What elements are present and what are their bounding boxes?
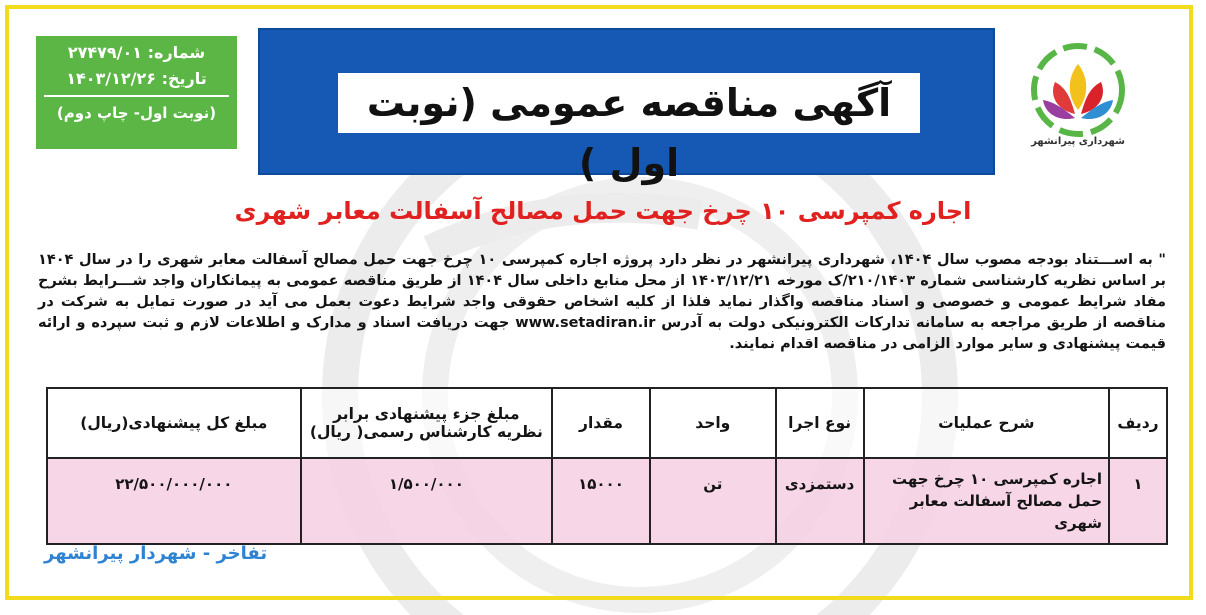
header-unit-price: مبلغ جزء پیشنهادی برابر نظریه کارشناس رسمی( ریال) [301,388,552,458]
notice-edition: (نوبت اول- چاپ دوم) [56,104,217,122]
cell-row-number: ۱ [1109,458,1167,544]
mayor-signature: تفاخر - شهردار پیرانشهر [44,543,268,564]
notice-date: تاریخ: ۱۴۰۳/۱۲/۲۶ [66,69,207,88]
tender-description: " به اســـتناد بودجه مصوب سال ۱۴۰۴، شهرداری پیرانشهر در نظر دارد پروژه اجاره کمپرسی ۱۰ چرخ جهت حمل مصالح آسفالت معابر شهری را در سال ۱۴۰۴ بر اساس نظریه کارشناسی شماره ۲۱۰/۱۴۰۳/ک مورخه ۱۴۰۳/۱۲/۲۱ از محل منابع داخلی سال ۱۴۰۴ از طریق مناقصه عمومی به پیمانکاران واجد شـــرایط بشرح مفاد شرایط عمومی و خصوصی و اسناد مناقصه واگذار نماید فلذا از کلیه اشخاص حقوقی واجد شرایط دعوت بعمل می آید در صورت تمایل به شرکت در مناقصه از طریق مراجعه به سامانه تدارکات الکترونیکی دولت به آدرس www.setadiran.ir جهت دریافت اسناد و مدارک و اطلاعات لازم و ثبت سپرده و ارائه قیمت پیشنهادی و سایر موارد الزامی در مناقصه اقدام نمایند. [38,252,1167,352]
cell-unit-price: ۱/۵۰۰/۰۰۰ [301,458,552,544]
header-quantity: مقدار [552,388,650,458]
notice-info-box [36,36,237,149]
notice-number: شماره: ۲۷۴۷۹/۰۱ [67,43,206,62]
header-description: شرح عملیات [864,388,1109,458]
cell-unit: تن [650,458,776,544]
cell-total-price: ۲۲/۵۰۰/۰۰۰/۰۰۰ [47,458,301,544]
table-row [47,458,1167,544]
operations-table [46,387,1168,545]
cell-quantity: ۱۵۰۰۰ [552,458,650,544]
title-banner [258,28,995,185]
logo-caption: شهرداری پیرانشهر [1031,136,1125,147]
cell-description: اجاره کمپرسی ۱۰ چرخ جهت حمل مصالح آسفالت معابر شهری [864,458,1109,544]
table-header-row [47,388,1167,458]
cell-execution-type: دستمزدی [776,458,864,544]
tender-subtitle: اجاره کمپرسی ۱۰ چرخ جهت حمل مصالح آسفالت معابر شهری [234,197,972,225]
page-title: آگهی مناقصه عمومی (نوبت اول ) [338,73,920,133]
header-total-price: مبلغ کل پیشنهادی(ریال) [47,388,301,458]
header-execution-type: نوع اجرا [776,388,864,458]
header-row-number: ردیف [1109,388,1167,458]
header-unit: واحد [650,388,776,458]
